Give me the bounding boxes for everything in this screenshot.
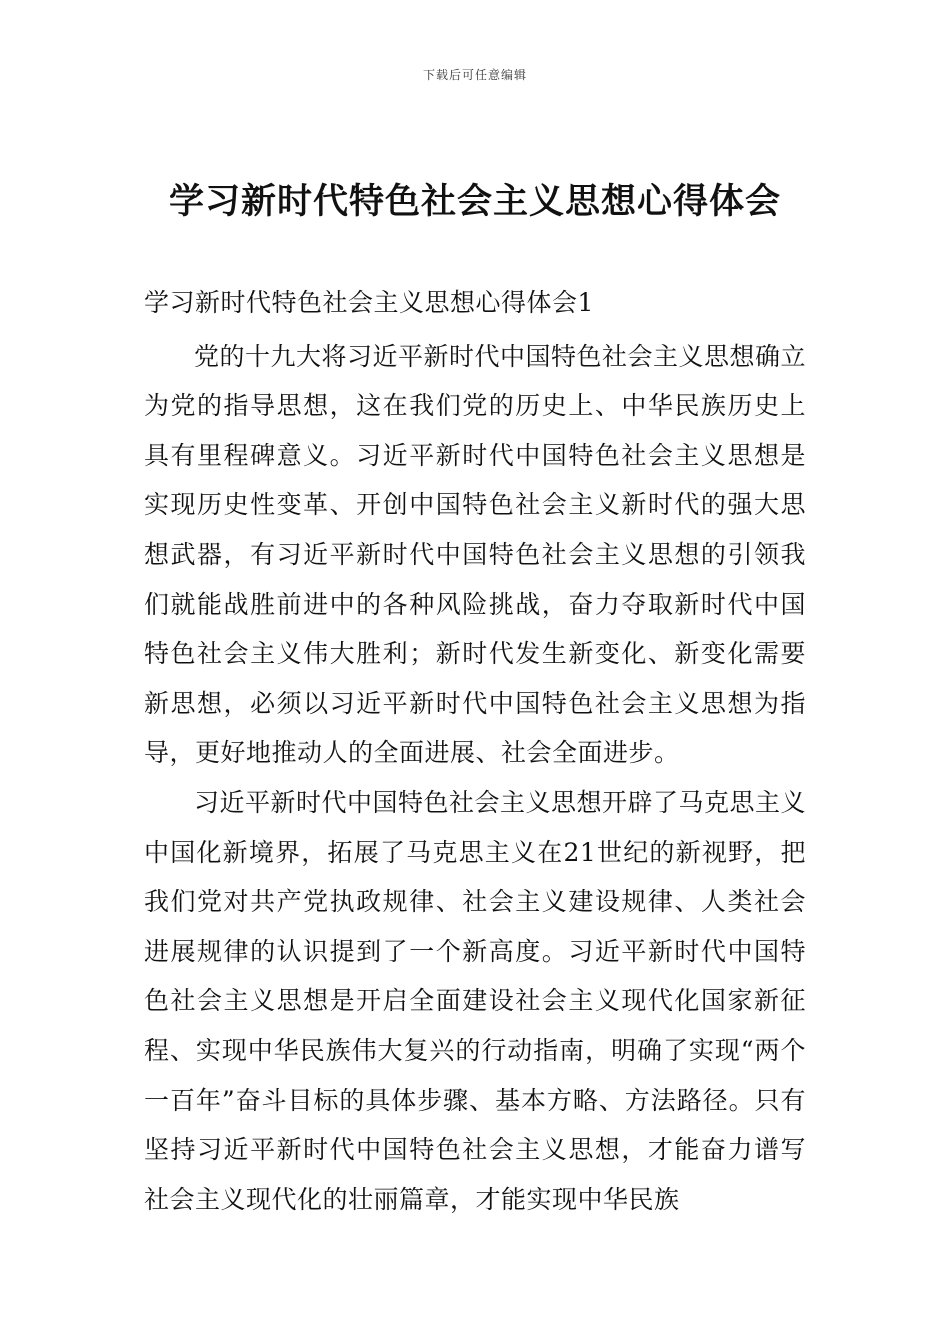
- section-heading: 学习新时代特色社会主义思想心得体会1: [144, 288, 594, 317]
- paragraph-2: 习近平新时代中国特色社会主义思想开辟了马克思主义中国化新境界，拓展了马克思主义在21世纪的新视野，把我们党对共产党执政规律、社会主义建设规律、人类社会进展规律的认识提到了一个新高度。习近平新时代中国特色社会主义思想是开启全面建设社会主义现代化国家新征程、实现中华民族伟大复兴的行动指南，明确了实现“两个一百年”奋斗目标的具体步骤、基本方略、方法路径。只有坚持习近平新时代中国特色社会主义思想，才能奋力谱写社会主义现代化的壮丽篇章，才能实现中华民族: [144, 787, 807, 1214]
- header-note: 下载后可任意编辑: [422, 68, 527, 82]
- paragraph-1: 党的十九大将习近平新时代中国特色社会主义思想确立为党的指导思想，这在我们党的历史上、中华民族历史上具有里程碑意义。习近平新时代中国特色社会主义思想是实现历史性变革、开创中国特色社会主义新时代的强大思想武器，有习近平新时代中国特色社会主义思想的引领我们就能战胜前进中的各种风险挑战，奋力夺取新时代中国特色社会主义伟大胜利；新时代发生新变化、新变化需要新思想，必须以习近平新时代中国特色社会主义思想为指导，更好地推动人的全面进展、社会全面进步。: [144, 341, 807, 768]
- document-body: [144, 278, 806, 1224]
- document-title: 学习新时代特色社会主义思想心得体会: [168, 182, 781, 222]
